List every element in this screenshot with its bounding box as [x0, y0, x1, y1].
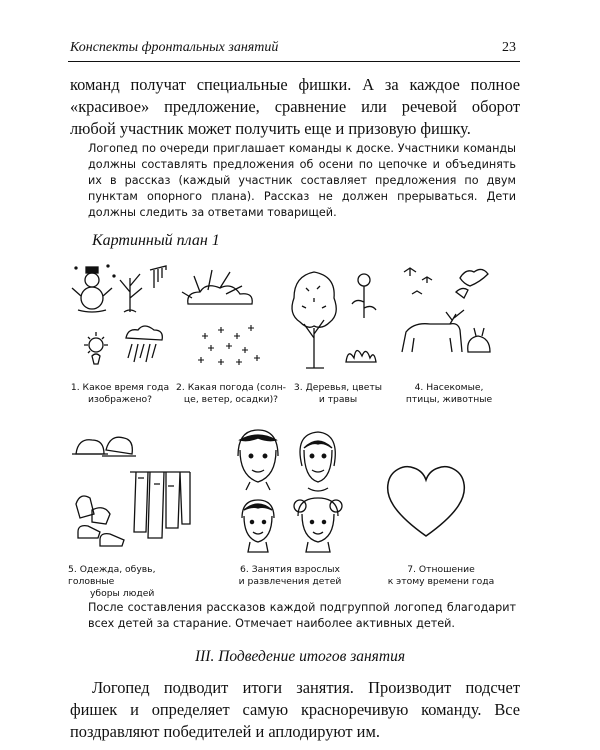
animals-illustration [394, 258, 500, 366]
plan-caption [228, 564, 352, 588]
lead-line: команд получат специальные фишки. А за каждое полное [70, 75, 520, 94]
plan-item-text: и травы [318, 394, 358, 405]
plan-caption [174, 382, 288, 406]
plan-item-text: Деревья, цветы [305, 382, 383, 393]
section-title: III. Подведение итогов занятия [194, 648, 406, 665]
plan-item-text: Отношение [418, 564, 475, 575]
summary-paragraph [70, 677, 520, 743]
plan-item-text: и развлечения детей [238, 576, 342, 587]
plan-item-text: к этому времени года [387, 576, 495, 587]
people-illustration [228, 426, 352, 562]
plan-caption [70, 382, 170, 406]
plan-heading: Картинный план 1 [92, 232, 220, 249]
weather-illustration [178, 262, 278, 378]
plan-item-number: 7. [407, 564, 416, 575]
plan-caption [68, 564, 204, 600]
plan-caption [394, 382, 504, 406]
summary-text: Логопед подводит итоги занятия. Производит подсчет фишек и определяет самую красноречивую команду. Все поздравляют победителей и аплодируют им. [70, 678, 520, 741]
heart-illustration [384, 460, 468, 540]
instruction-paragraph: Логопед по очереди приглашает команды к доске. Участники команды должны составлять предложения об осени по цепочке и объединять их в рассказ (каждый участник составляет предложения по двум пунктам опорного плана). Рассказ не должен прерываться. Дети должны следить за ответами товарищей. [88, 142, 516, 219]
closing-paragraph: После составления рассказов каждой подгруппой логопед благодарит всех детей за старание. Отмечает наиболее активных детей. [88, 601, 516, 630]
running-title: Конспекты фронтальных занятий [70, 40, 279, 55]
plan-item-number: 3. [293, 382, 303, 393]
lead-paragraph [70, 74, 520, 140]
plan-item-text: це, ветер, осадки)? [183, 394, 279, 405]
plan-item-text: Одежда, обувь, головные [68, 564, 156, 587]
page-number: 23 [502, 40, 516, 55]
plan-item-text: Какое время года [82, 382, 170, 393]
plan-item-number: 6. [240, 564, 249, 575]
plan-caption [376, 564, 506, 588]
plan-item-text: птицы, животные [405, 394, 493, 405]
season-illustration [68, 258, 168, 378]
lead-line: «красивое» предложение, сравнение или речевой оборот [70, 97, 520, 116]
plan-item-number: 2. [176, 382, 185, 393]
running-head [68, 38, 520, 60]
plan-caption [286, 382, 390, 406]
plants-illustration [284, 258, 384, 380]
plan-item-text: Насекомые, [426, 382, 484, 393]
plan-item-number: 4. [414, 382, 424, 393]
plan-item-text: уборы людей [90, 588, 155, 599]
plan-item-text: Какая погода (солн- [187, 382, 286, 393]
plan-item-text: изображено? [87, 394, 153, 405]
header-rule [68, 61, 520, 62]
plan-item-text: Занятия взрослых [251, 564, 340, 575]
clothing-illustration [70, 428, 194, 560]
plan-item-number: 5. [68, 564, 77, 575]
plan-item-number: 1. [70, 382, 80, 393]
lead-line: любой участник может получить еще и призовую фишку. [70, 119, 471, 138]
